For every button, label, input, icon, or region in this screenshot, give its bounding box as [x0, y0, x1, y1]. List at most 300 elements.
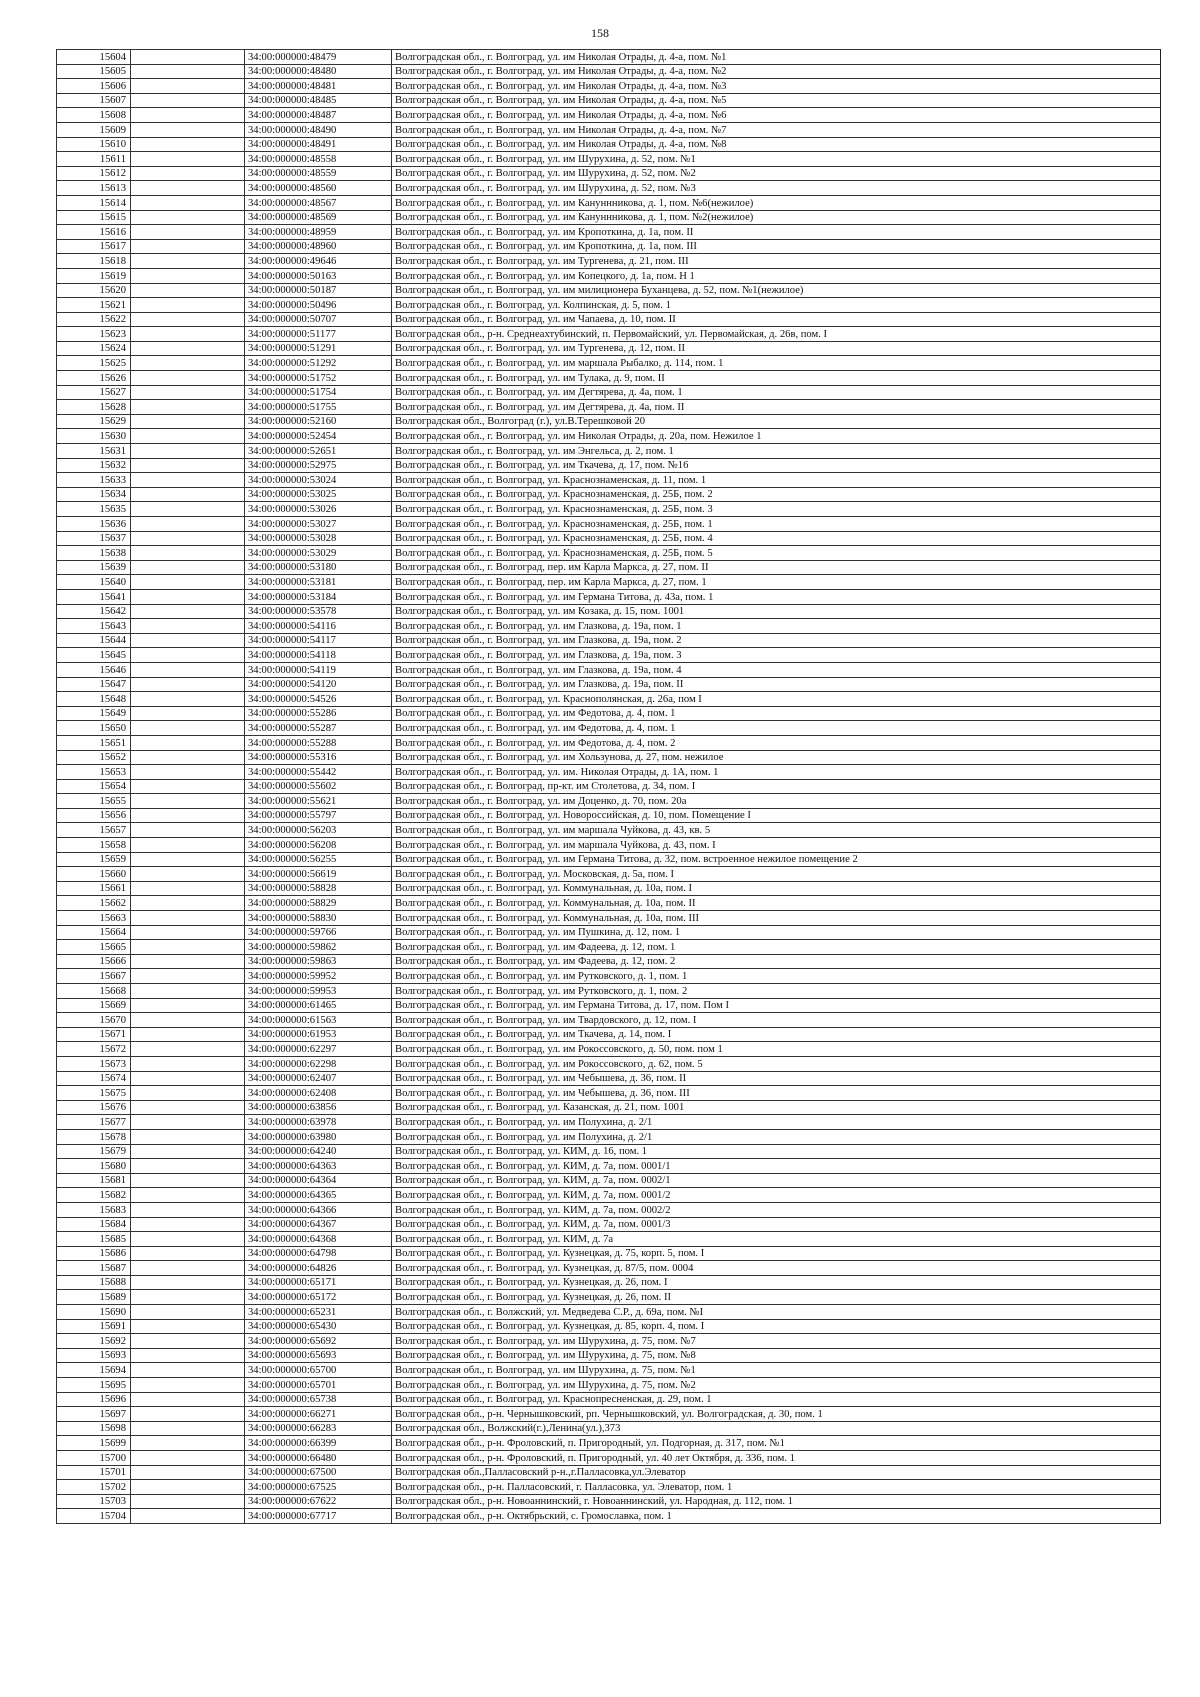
- table-row: [57, 79, 1161, 94]
- cadastral-number-cell: 34:00:000000:65231: [245, 1305, 392, 1320]
- row-number-cell: 15621: [57, 298, 131, 313]
- cadastral-number-cell: 34:00:000000:54119: [245, 662, 392, 677]
- cadastral-number-cell: 34:00:000000:53180: [245, 560, 392, 575]
- row-number-cell: 15616: [57, 225, 131, 240]
- address-cell: Волгоградская обл., г. Волгоград, ул. Краснознаменская, д. 25Б, пом. 3: [392, 502, 1161, 517]
- row-number-cell: 15702: [57, 1480, 131, 1495]
- cadastral-number-cell: 34:00:000000:63978: [245, 1115, 392, 1130]
- empty-cell: [131, 604, 245, 619]
- table-row: [57, 1027, 1161, 1042]
- empty-cell: [131, 458, 245, 473]
- cadastral-number-cell: 34:00:000000:56619: [245, 867, 392, 882]
- row-number-cell: 15658: [57, 838, 131, 853]
- empty-cell: [131, 312, 245, 327]
- row-number-cell: 15618: [57, 254, 131, 269]
- empty-cell: [131, 108, 245, 123]
- table-row: [57, 808, 1161, 823]
- table-row: [57, 779, 1161, 794]
- cadastral-number-cell: 34:00:000000:49646: [245, 254, 392, 269]
- empty-cell: [131, 166, 245, 181]
- empty-cell: [131, 633, 245, 648]
- row-number-cell: 15688: [57, 1275, 131, 1290]
- table-row: [57, 210, 1161, 225]
- address-cell: Волгоградская обл., г. Волгоград, ул. им Германа Титова, д. 32, пом. встроенное нежилое помещение 2: [392, 852, 1161, 867]
- cadastral-number-cell: 34:00:000000:50707: [245, 312, 392, 327]
- cadastral-number-cell: 34:00:000000:55286: [245, 706, 392, 721]
- address-cell: Волгоградская обл., г. Волгоград, ул. им Кропоткина, д. 1а, пом. II: [392, 225, 1161, 240]
- row-number-cell: 15622: [57, 312, 131, 327]
- address-cell: Волгоградская обл., г. Волгоград, ул. им Фадеева, д. 12, пом. 1: [392, 940, 1161, 955]
- row-number-cell: 15685: [57, 1232, 131, 1247]
- address-cell: Волгоградская обл., г. Волгоград, ул. им Шурухина, д. 75, пом. №8: [392, 1348, 1161, 1363]
- cadastral-number-cell: 34:00:000000:53184: [245, 589, 392, 604]
- row-number-cell: 15639: [57, 560, 131, 575]
- cadastral-number-cell: 34:00:000000:64365: [245, 1188, 392, 1203]
- row-number-cell: 15643: [57, 619, 131, 634]
- empty-cell: [131, 1509, 245, 1524]
- cadastral-number-cell: 34:00:000000:53578: [245, 604, 392, 619]
- address-cell: Волгоградская обл., г. Волгоград, ул. им маршала Чуйкова, д. 43, кв. 5: [392, 823, 1161, 838]
- address-cell: Волгоградская обл., г. Волгоград, ул. им Кропоткина, д. 1а, пом. III: [392, 239, 1161, 254]
- empty-cell: [131, 444, 245, 459]
- empty-cell: [131, 371, 245, 386]
- table-row: [57, 721, 1161, 736]
- cadastral-number-cell: 34:00:000000:51292: [245, 356, 392, 371]
- table-row: [57, 152, 1161, 167]
- cadastral-number-cell: 34:00:000000:67717: [245, 1509, 392, 1524]
- table-row: [57, 1013, 1161, 1028]
- table-row: [57, 1144, 1161, 1159]
- table-row: [57, 896, 1161, 911]
- address-cell: Волгоградская обл., г. Волгоград, ул. КИМ, д. 7а, пом. 0002/2: [392, 1202, 1161, 1217]
- address-cell: Волгоградская обл., р-н. Фроловский, п. Пригородный, ул. Подгорная, д. 317, пом. №1: [392, 1436, 1161, 1451]
- address-cell: Волгоградская обл., г. Волгоград, ул. им. Николая Отрады, д. 1А, пом. 1: [392, 765, 1161, 780]
- empty-cell: [131, 1086, 245, 1101]
- empty-cell: [131, 1348, 245, 1363]
- cadastral-number-cell: 34:00:000000:64240: [245, 1144, 392, 1159]
- cadastral-number-cell: 34:00:000000:56208: [245, 838, 392, 853]
- table-row: [57, 881, 1161, 896]
- table-row: [57, 677, 1161, 692]
- cadastral-number-cell: 34:00:000000:52651: [245, 444, 392, 459]
- address-cell: Волгоградская обл., г. Волгоград, ул. им Кануннникова, д. 1, пом. №6(нежилое): [392, 195, 1161, 210]
- address-cell: Волгоградская обл., г. Волгоград, ул. Кузнецкая, д. 26, пом. II: [392, 1290, 1161, 1305]
- cadastral-number-cell: 34:00:000000:52160: [245, 414, 392, 429]
- address-cell: Волгоградская обл., г. Волгоград, ул. им Полухина, д. 2/1: [392, 1115, 1161, 1130]
- empty-cell: [131, 1407, 245, 1422]
- row-number-cell: 15631: [57, 444, 131, 459]
- empty-cell: [131, 1275, 245, 1290]
- empty-cell: [131, 356, 245, 371]
- empty-cell: [131, 560, 245, 575]
- address-cell: Волгоградская обл., г. Волгоград, ул. им Федотова, д. 4, пом. 2: [392, 735, 1161, 750]
- row-number-cell: 15675: [57, 1086, 131, 1101]
- cadastral-number-cell: 34:00:000000:53025: [245, 487, 392, 502]
- row-number-cell: 15698: [57, 1421, 131, 1436]
- address-cell: Волгоградская обл., г. Волгоград, ул. им Николая Отрады, д. 4-а, пом. №5: [392, 93, 1161, 108]
- row-number-cell: 15693: [57, 1348, 131, 1363]
- row-number-cell: 15642: [57, 604, 131, 619]
- cadastral-number-cell: 34:00:000000:48485: [245, 93, 392, 108]
- address-cell: Волгоградская обл., г. Волгоград, ул. им Германа Титова, д. 43а, пом. 1: [392, 589, 1161, 604]
- address-cell: Волгоградская обл., г. Волгоград, ул. Колпинская, д. 5, пом. 1: [392, 298, 1161, 313]
- empty-cell: [131, 400, 245, 415]
- address-cell: Волгоградская обл., г. Волгоград, ул. им Рутковского, д. 1, пом. 2: [392, 984, 1161, 999]
- table-row: [57, 181, 1161, 196]
- address-cell: Волгоградская обл., г. Волжский, ул. Медведева С.Р., д. 69а, пом. №I: [392, 1305, 1161, 1320]
- table-row: [57, 1421, 1161, 1436]
- address-cell: Волгоградская обл., г. Волгоград, ул. им Глазкова, д. 19а, пом. 3: [392, 648, 1161, 663]
- address-cell: Волгоградская обл., г. Волгоград, ул. им Глазкова, д. 19а, пом. 4: [392, 662, 1161, 677]
- row-number-cell: 15682: [57, 1188, 131, 1203]
- address-cell: Волгоградская обл., г. Волгоград, ул. им Глазкова, д. 19а, пом. 1: [392, 619, 1161, 634]
- row-number-cell: 15683: [57, 1202, 131, 1217]
- cadastral-number-cell: 34:00:000000:53024: [245, 473, 392, 488]
- table-row: [57, 312, 1161, 327]
- row-number-cell: 15701: [57, 1465, 131, 1480]
- cadastral-number-cell: 34:00:000000:59766: [245, 925, 392, 940]
- empty-cell: [131, 1013, 245, 1028]
- empty-cell: [131, 1436, 245, 1451]
- row-number-cell: 15697: [57, 1407, 131, 1422]
- row-number-cell: 15657: [57, 823, 131, 838]
- address-cell: Волгоградская обл., г. Волгоград, ул. КИМ, д. 7а, пом. 0002/1: [392, 1173, 1161, 1188]
- cadastral-number-cell: 34:00:000000:67525: [245, 1480, 392, 1495]
- empty-cell: [131, 998, 245, 1013]
- address-cell: Волгоградская обл., г. Волгоград, ул. им Ткачева, д. 14, пом. I: [392, 1027, 1161, 1042]
- row-number-cell: 15640: [57, 575, 131, 590]
- cadastral-number-cell: 34:00:000000:67500: [245, 1465, 392, 1480]
- empty-cell: [131, 1144, 245, 1159]
- table-row: [57, 648, 1161, 663]
- empty-cell: [131, 93, 245, 108]
- cadastral-number-cell: 34:00:000000:50496: [245, 298, 392, 313]
- table-row: [57, 838, 1161, 853]
- empty-cell: [131, 969, 245, 984]
- table-row: [57, 1319, 1161, 1334]
- cadastral-number-cell: 34:00:000000:48560: [245, 181, 392, 196]
- row-number-cell: 15699: [57, 1436, 131, 1451]
- address-cell: Волгоградская обл., р-н. Фроловский, п. Пригородный, ул. 40 лет Октября, д. 336, пом. 1: [392, 1451, 1161, 1466]
- address-cell: Волгоградская обл., г. Волгоград, ул. Коммунальная, д. 10а, пом. III: [392, 911, 1161, 926]
- table-row: [57, 283, 1161, 298]
- empty-cell: [131, 502, 245, 517]
- cadastral-number-cell: 34:00:000000:56255: [245, 852, 392, 867]
- empty-cell: [131, 662, 245, 677]
- empty-cell: [131, 1056, 245, 1071]
- table-row: [57, 954, 1161, 969]
- row-number-cell: 15615: [57, 210, 131, 225]
- row-number-cell: 15681: [57, 1173, 131, 1188]
- table-row: [57, 1115, 1161, 1130]
- address-cell: Волгоградская обл., г. Волгоград, ул. им Рокоссовского, д. 50, пом. пом 1: [392, 1042, 1161, 1057]
- row-number-cell: 15661: [57, 881, 131, 896]
- row-number-cell: 15654: [57, 779, 131, 794]
- row-number-cell: 15700: [57, 1451, 131, 1466]
- cadastral-number-cell: 34:00:000000:66399: [245, 1436, 392, 1451]
- cadastral-number-cell: 34:00:000000:48558: [245, 152, 392, 167]
- address-cell: Волгоградская обл., г. Волгоград, ул. Кузнецкая, д. 85, корп. 4, пом. I: [392, 1319, 1161, 1334]
- table-row: [57, 692, 1161, 707]
- row-number-cell: 15664: [57, 925, 131, 940]
- row-number-cell: 15648: [57, 692, 131, 707]
- row-number-cell: 15653: [57, 765, 131, 780]
- row-number-cell: 15679: [57, 1144, 131, 1159]
- address-cell: Волгоградская обл., г. Волгоград, ул. Кузнецкая, д. 75, корп. 5, пом. I: [392, 1246, 1161, 1261]
- row-number-cell: 15637: [57, 531, 131, 546]
- address-cell: Волгоградская обл., г. Волгоград, ул. им Копецкого, д. 1а, пом. Н 1: [392, 268, 1161, 283]
- table-row: [57, 911, 1161, 926]
- empty-cell: [131, 867, 245, 882]
- table-row: [57, 1305, 1161, 1320]
- empty-cell: [131, 1159, 245, 1174]
- empty-cell: [131, 896, 245, 911]
- empty-cell: [131, 210, 245, 225]
- row-number-cell: 15655: [57, 794, 131, 809]
- row-number-cell: 15662: [57, 896, 131, 911]
- row-number-cell: 15672: [57, 1042, 131, 1057]
- table-row: [57, 867, 1161, 882]
- cadastral-number-cell: 34:00:000000:55797: [245, 808, 392, 823]
- row-number-cell: 15695: [57, 1378, 131, 1393]
- empty-cell: [131, 1100, 245, 1115]
- row-number-cell: 15676: [57, 1100, 131, 1115]
- address-cell: Волгоградская обл., г. Волгоград, ул. им Пушкина, д. 12, пом. 1: [392, 925, 1161, 940]
- empty-cell: [131, 195, 245, 210]
- address-cell: Волгоградская обл., г. Волгоград, ул. им Доценко, д. 70, пом. 20а: [392, 794, 1161, 809]
- table-row: [57, 1407, 1161, 1422]
- row-number-cell: 15612: [57, 166, 131, 181]
- empty-cell: [131, 1027, 245, 1042]
- empty-cell: [131, 487, 245, 502]
- address-cell: Волгоградская обл., г. Волгоград, ул. им Федотова, д. 4, пом. 1: [392, 721, 1161, 736]
- empty-cell: [131, 765, 245, 780]
- address-cell: Волгоградская обл., г. Волгоград, ул. Коммунальная, д. 10а, пом. I: [392, 881, 1161, 896]
- empty-cell: [131, 1392, 245, 1407]
- address-cell: Волгоградская обл., г. Волгоград, ул. Коммунальная, д. 10а, пом. II: [392, 896, 1161, 911]
- cadastral-number-cell: 34:00:000000:51177: [245, 327, 392, 342]
- empty-cell: [131, 181, 245, 196]
- empty-cell: [131, 1290, 245, 1305]
- cadastral-number-cell: 34:00:000000:65171: [245, 1275, 392, 1290]
- table-row: [57, 458, 1161, 473]
- cadastral-number-cell: 34:00:000000:53026: [245, 502, 392, 517]
- cadastral-number-cell: 34:00:000000:65738: [245, 1392, 392, 1407]
- empty-cell: [131, 1173, 245, 1188]
- cadastral-number-cell: 34:00:000000:65700: [245, 1363, 392, 1378]
- cadastral-number-cell: 34:00:000000:54118: [245, 648, 392, 663]
- address-cell: Волгоградская обл., г. Волгоград, ул. Краснознаменская, д. 11, пом. 1: [392, 473, 1161, 488]
- table-row: [57, 633, 1161, 648]
- table-row: [57, 925, 1161, 940]
- address-cell: Волгоградская обл., г. Волгоград, ул. им Тулака, д. 9, пом. II: [392, 371, 1161, 386]
- table-row: [57, 64, 1161, 79]
- address-cell: Волгоградская обл., г. Волгоград, ул. им Чебышева, д. 36, пом. II: [392, 1071, 1161, 1086]
- empty-cell: [131, 429, 245, 444]
- address-cell: Волгоградская обл., г. Волгоград, ул. им Тургенева, д. 21, пом. III: [392, 254, 1161, 269]
- table-row: [57, 254, 1161, 269]
- row-number-cell: 15624: [57, 341, 131, 356]
- cadastral-number-cell: 34:00:000000:64368: [245, 1232, 392, 1247]
- cadastral-number-cell: 34:00:000000:53181: [245, 575, 392, 590]
- cadastral-number-cell: 34:00:000000:67622: [245, 1494, 392, 1509]
- empty-cell: [131, 239, 245, 254]
- table-row: [57, 108, 1161, 123]
- address-cell: Волгоградская обл., г. Волгоград, ул. Кузнецкая, д. 87/5, пом. 0004: [392, 1261, 1161, 1276]
- address-cell: Волгоградская обл., г. Волгоград, ул. им Шурухина, д. 75, пом. №1: [392, 1363, 1161, 1378]
- row-number-cell: 15609: [57, 122, 131, 137]
- address-cell: Волгоградская обл., г. Волгоград, ул. им милиционера Буханцева, д. 52, пом. №1(нежилое): [392, 283, 1161, 298]
- row-number-cell: 15694: [57, 1363, 131, 1378]
- address-cell: Волгоградская обл., г. Волгоград, ул. им Козака, д. 15, пом. 1001: [392, 604, 1161, 619]
- empty-cell: [131, 794, 245, 809]
- row-number-cell: 15674: [57, 1071, 131, 1086]
- cadastral-number-cell: 34:00:000000:58828: [245, 881, 392, 896]
- table-row: [57, 356, 1161, 371]
- empty-cell: [131, 268, 245, 283]
- table-row: [57, 852, 1161, 867]
- row-number-cell: 15611: [57, 152, 131, 167]
- cadastral-number-cell: 34:00:000000:48569: [245, 210, 392, 225]
- row-number-cell: 15669: [57, 998, 131, 1013]
- table-row: [57, 327, 1161, 342]
- empty-cell: [131, 1115, 245, 1130]
- empty-cell: [131, 1378, 245, 1393]
- empty-cell: [131, 1202, 245, 1217]
- address-cell: Волгоградская обл., г. Волгоград, ул. им Николая Отрады, д. 20а, пом. Нежилое 1: [392, 429, 1161, 444]
- empty-cell: [131, 779, 245, 794]
- address-cell: Волгоградская обл., р-н. Новоаннинский, г. Новоаннинский, ул. Народная, д. 112, пом. 1: [392, 1494, 1161, 1509]
- cadastral-number-cell: 34:00:000000:61465: [245, 998, 392, 1013]
- cadastral-number-cell: 34:00:000000:66283: [245, 1421, 392, 1436]
- cadastral-number-cell: 34:00:000000:51291: [245, 341, 392, 356]
- address-cell: Волгоградская обл., г. Волгоград, ул. Краснознаменская, д. 25Б, пом. 2: [392, 487, 1161, 502]
- row-number-cell: 15620: [57, 283, 131, 298]
- row-number-cell: 15650: [57, 721, 131, 736]
- empty-cell: [131, 122, 245, 137]
- empty-cell: [131, 692, 245, 707]
- row-number-cell: 15627: [57, 385, 131, 400]
- empty-cell: [131, 79, 245, 94]
- table-row: [57, 487, 1161, 502]
- row-number-cell: 15673: [57, 1056, 131, 1071]
- cadastral-number-cell: 34:00:000000:61563: [245, 1013, 392, 1028]
- empty-cell: [131, 1261, 245, 1276]
- cadastral-number-cell: 34:00:000000:59953: [245, 984, 392, 999]
- empty-cell: [131, 911, 245, 926]
- cadastral-number-cell: 34:00:000000:55442: [245, 765, 392, 780]
- empty-cell: [131, 298, 245, 313]
- address-cell: Волгоградская обл., г. Волгоград, ул. им Шурухина, д. 52, пом. №2: [392, 166, 1161, 181]
- cadastral-number-cell: 34:00:000000:48559: [245, 166, 392, 181]
- address-cell: Волгоградская обл., г. Волгоград, ул. им Дегтярева, д. 4а, пом. 1: [392, 385, 1161, 400]
- row-number-cell: 15633: [57, 473, 131, 488]
- address-cell: Волгоградская обл., г. Волгоград, ул. Кузнецкая, д. 26, пом. I: [392, 1275, 1161, 1290]
- table-row: [57, 50, 1161, 65]
- table-row: [57, 298, 1161, 313]
- row-number-cell: 15641: [57, 589, 131, 604]
- table-row: [57, 371, 1161, 386]
- table-row: [57, 1436, 1161, 1451]
- empty-cell: [131, 925, 245, 940]
- table-row: [57, 1378, 1161, 1393]
- row-number-cell: 15659: [57, 852, 131, 867]
- table-row: [57, 735, 1161, 750]
- table-row: [57, 1261, 1161, 1276]
- address-cell: Волгоградская обл., г. Волгоград, ул. им Чапаева, д. 10, пом. II: [392, 312, 1161, 327]
- cadastral-number-cell: 34:00:000000:48481: [245, 79, 392, 94]
- table-row: [57, 268, 1161, 283]
- table-row: [57, 1509, 1161, 1524]
- cadastral-number-cell: 34:00:000000:64364: [245, 1173, 392, 1188]
- empty-cell: [131, 648, 245, 663]
- address-cell: Волгоградская обл., г. Волгоград, ул. КИМ, д. 7а: [392, 1232, 1161, 1247]
- empty-cell: [131, 1305, 245, 1320]
- row-number-cell: 15660: [57, 867, 131, 882]
- empty-cell: [131, 838, 245, 853]
- registry-table: [56, 49, 1161, 1524]
- empty-cell: [131, 473, 245, 488]
- row-number-cell: 15703: [57, 1494, 131, 1509]
- row-number-cell: 15649: [57, 706, 131, 721]
- address-cell: Волгоградская обл., р-н. Чернышковский, рп. Чернышковский, ул. Волгоградская, д. 30, пом. 1: [392, 1407, 1161, 1422]
- cadastral-number-cell: 34:00:000000:53028: [245, 531, 392, 546]
- row-number-cell: 15671: [57, 1027, 131, 1042]
- row-number-cell: 15623: [57, 327, 131, 342]
- table-row: [57, 93, 1161, 108]
- page-number: 158: [591, 26, 609, 40]
- table-row: [57, 414, 1161, 429]
- empty-cell: [131, 1480, 245, 1495]
- row-number-cell: 15652: [57, 750, 131, 765]
- table-row: [57, 1392, 1161, 1407]
- table-row: [57, 589, 1161, 604]
- table-row: [57, 619, 1161, 634]
- address-cell: Волгоградская обл., г. Волгоград, ул. им Рутковского, д. 1, пом. 1: [392, 969, 1161, 984]
- row-number-cell: 15684: [57, 1217, 131, 1232]
- cadastral-number-cell: 34:00:000000:59952: [245, 969, 392, 984]
- row-number-cell: 15625: [57, 356, 131, 371]
- row-number-cell: 15617: [57, 239, 131, 254]
- cadastral-number-cell: 34:00:000000:51754: [245, 385, 392, 400]
- table-row: [57, 1202, 1161, 1217]
- table-row: [57, 1056, 1161, 1071]
- table-row: [57, 1290, 1161, 1305]
- address-cell: Волгоградская обл., г. Волгоград, ул. им Рокоссовского, д. 62, пом. 5: [392, 1056, 1161, 1071]
- empty-cell: [131, 64, 245, 79]
- table-row: [57, 166, 1161, 181]
- address-cell: Волгоградская обл., г. Волгоград, ул. им Германа Титова, д. 17, пом. Пом I: [392, 998, 1161, 1013]
- row-number-cell: 15696: [57, 1392, 131, 1407]
- empty-cell: [131, 517, 245, 532]
- address-cell: Волгоградская обл., г. Волгоград, ул. КИМ, д. 7а, пом. 0001/3: [392, 1217, 1161, 1232]
- cadastral-number-cell: 34:00:000000:55602: [245, 779, 392, 794]
- table-row: [57, 1129, 1161, 1144]
- cadastral-number-cell: 34:00:000000:53029: [245, 546, 392, 561]
- address-cell: Волгоградская обл., г. Волгоград, ул. им Чебышева, д. 36, пом. III: [392, 1086, 1161, 1101]
- table-row: [57, 575, 1161, 590]
- address-cell: Волгоградская обл., г. Волгоград, ул. им Николая Отрады, д. 4-а, пом. №8: [392, 137, 1161, 152]
- table-row: [57, 1480, 1161, 1495]
- table-row: [57, 1232, 1161, 1247]
- empty-cell: [131, 1042, 245, 1057]
- table-row: [57, 1465, 1161, 1480]
- empty-cell: [131, 1421, 245, 1436]
- empty-cell: [131, 50, 245, 65]
- cadastral-number-cell: 34:00:000000:64363: [245, 1159, 392, 1174]
- address-cell: Волгоградская обл., г. Волгоград, ул. им Шурухина, д. 52, пом. №1: [392, 152, 1161, 167]
- address-cell: Волгоградская обл., г. Волгоград, ул. им Николая Отрады, д. 4-а, пом. №6: [392, 108, 1161, 123]
